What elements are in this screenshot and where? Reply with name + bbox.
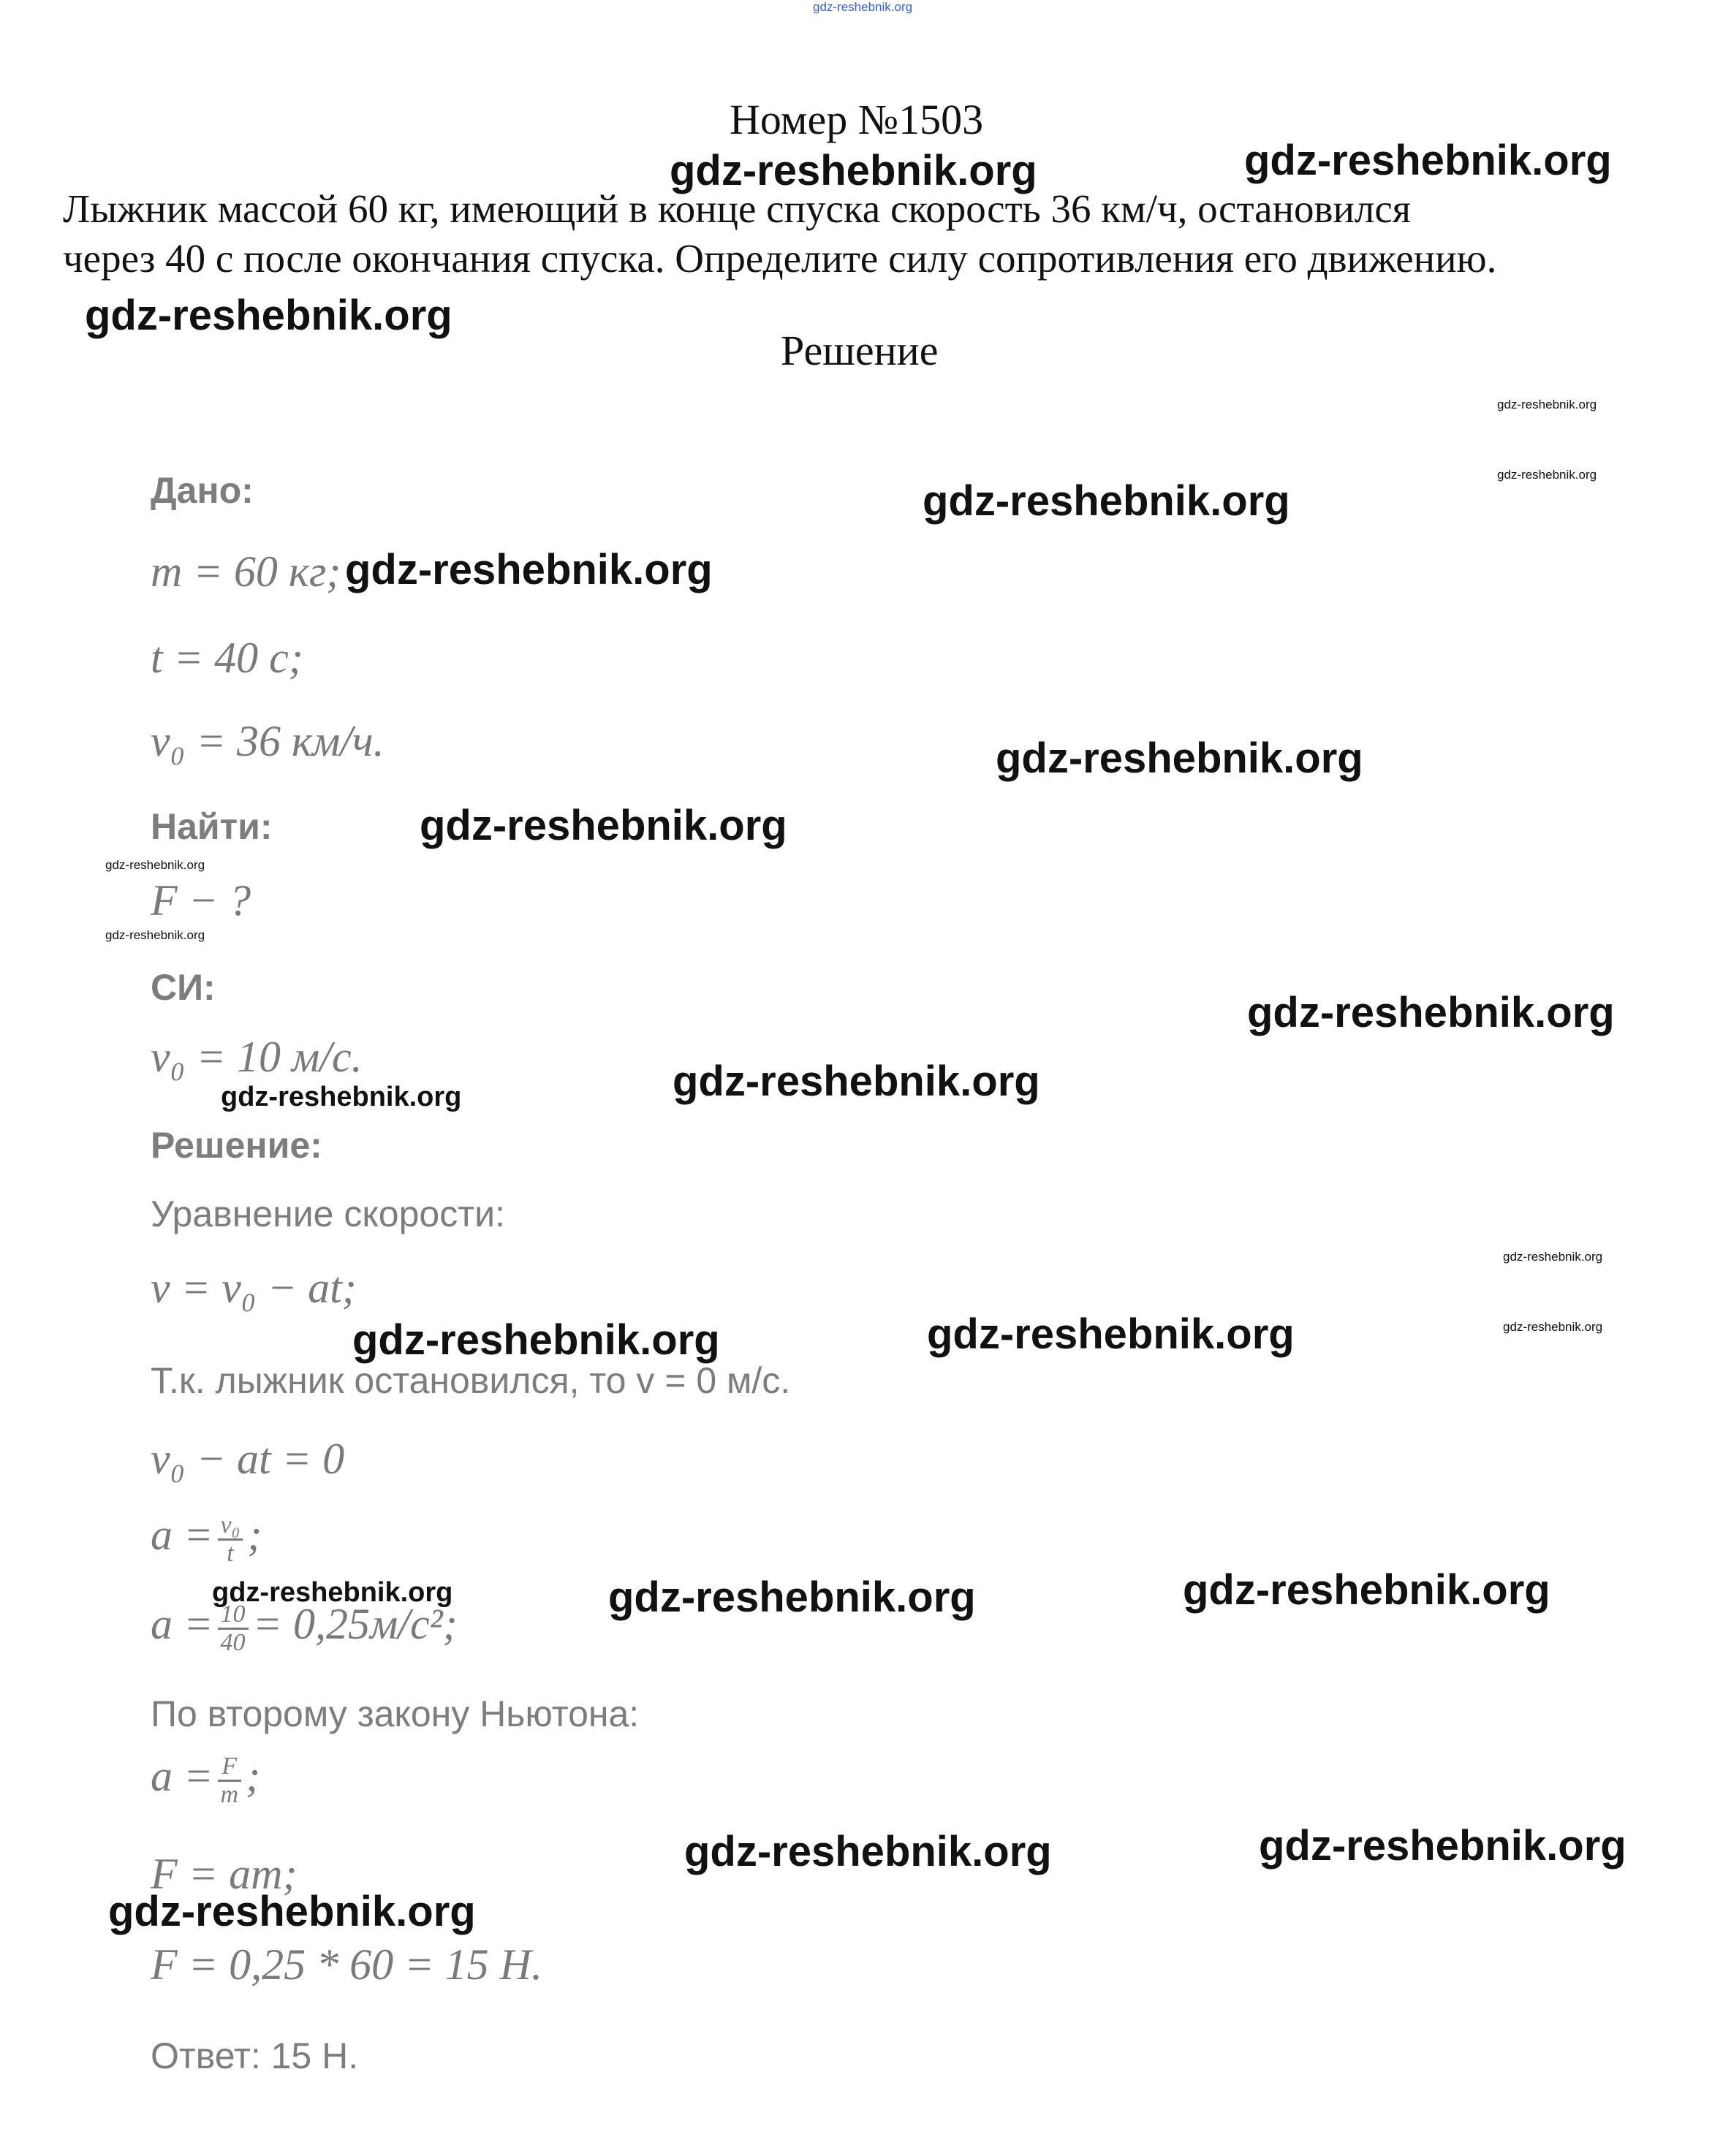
watermark-small: gdz-reshebnik.org bbox=[105, 928, 205, 942]
newton-suffix: ; bbox=[246, 1752, 261, 1800]
watermark: gdz-reshebnik.org bbox=[345, 546, 713, 593]
watermark-medium: gdz-reshebnik.org bbox=[221, 1082, 462, 1112]
stop-text: Т.к. лыжник остановился, то v = 0 м/с. bbox=[151, 1360, 791, 1401]
accel-num: v₀ bbox=[218, 1512, 243, 1541]
watermark-small: gdz-reshebnik.org bbox=[1503, 1320, 1603, 1334]
given-mass: m = 60 кг; bbox=[151, 547, 341, 596]
watermark: gdz-reshebnik.org bbox=[1183, 1566, 1550, 1614]
watermark: gdz-reshebnik.org bbox=[85, 292, 452, 339]
page-title: Номер №1503 bbox=[730, 96, 984, 143]
si-value: v₀ = 10 м/с. bbox=[151, 1033, 363, 1081]
given-label: Дано: bbox=[151, 470, 254, 511]
solution-label: Решение: bbox=[151, 1125, 322, 1166]
given-time: t = 40 с; bbox=[151, 634, 303, 682]
watermark: gdz-reshebnik.org bbox=[352, 1316, 720, 1364]
force-calc: F = 0,25 * 60 = 15 Н. bbox=[151, 1940, 542, 1989]
accel-suffix: ; bbox=[247, 1511, 262, 1559]
newton-den: m bbox=[220, 1780, 239, 1808]
find-label: Найти: bbox=[151, 806, 273, 847]
watermark-small: gdz-reshebnik.org bbox=[105, 858, 205, 872]
problem-line-2: через 40 с после окончания спуска. Определите силу сопротивления его движению. bbox=[63, 236, 1497, 281]
problem-line-1: Лыжник массой 60 кг, имеющий в конце спуска скорость 36 км/ч, остановился bbox=[63, 186, 1412, 231]
watermark-small: gdz-reshebnik.org bbox=[1503, 1250, 1603, 1264]
accel-prefix: a = bbox=[151, 1511, 213, 1559]
given-velocity: v₀ = 36 км/ч. bbox=[151, 717, 385, 765]
watermark-small: gdz-reshebnik.org bbox=[1497, 468, 1597, 482]
accel-formula bbox=[151, 1510, 262, 1567]
velocity-eq: v = v₀ − at; bbox=[151, 1264, 357, 1312]
watermark-small: gdz-reshebnik.org bbox=[1497, 398, 1597, 411]
watermark: gdz-reshebnik.org bbox=[923, 477, 1290, 525]
accel-calc-fraction bbox=[218, 1601, 249, 1656]
watermark: gdz-reshebnik.org bbox=[1247, 989, 1615, 1036]
watermark: gdz-reshebnik.org bbox=[673, 1058, 1040, 1105]
watermark: gdz-reshebnik.org bbox=[608, 1574, 976, 1621]
newton-num: F bbox=[218, 1753, 242, 1782]
newton-fraction bbox=[218, 1753, 242, 1808]
solution-heading: Решение bbox=[781, 327, 939, 374]
watermark: gdz-reshebnik.org bbox=[420, 802, 787, 849]
accel-calc-den: 40 bbox=[220, 1628, 246, 1656]
accel-calc-prefix: a = bbox=[151, 1600, 213, 1648]
newton-prefix: a = bbox=[151, 1752, 213, 1800]
find-value: F − ? bbox=[151, 876, 251, 925]
top-watermark: gdz-reshebnik.org bbox=[813, 0, 913, 14]
velocity-eq-label: Уравнение скорости: bbox=[151, 1193, 505, 1234]
watermark: gdz-reshebnik.org bbox=[684, 1828, 1052, 1875]
accel-den: t bbox=[227, 1539, 234, 1567]
accel-fraction bbox=[218, 1512, 243, 1567]
accel-calc-suffix: = 0,25м/с²; bbox=[252, 1600, 458, 1648]
force-formula: F = am; bbox=[151, 1850, 298, 1898]
watermark: gdz-reshebnik.org bbox=[108, 1888, 476, 1935]
accel-calc-num: 10 bbox=[218, 1601, 249, 1630]
newton-formula bbox=[151, 1751, 260, 1808]
answer: Ответ: 15 Н. bbox=[151, 2035, 359, 2076]
watermark: gdz-reshebnik.org bbox=[670, 147, 1037, 194]
watermark: gdz-reshebnik.org bbox=[1244, 137, 1612, 184]
watermark-medium: gdz-reshebnik.org bbox=[212, 1577, 453, 1608]
watermark: gdz-reshebnik.org bbox=[927, 1310, 1295, 1358]
eq-zero: v₀ − at = 0 bbox=[151, 1435, 345, 1483]
newton-label: По второму закону Ньютона: bbox=[151, 1693, 640, 1734]
watermark: gdz-reshebnik.org bbox=[1259, 1822, 1627, 1870]
si-label: СИ: bbox=[151, 967, 216, 1008]
watermark: gdz-reshebnik.org bbox=[996, 735, 1363, 782]
